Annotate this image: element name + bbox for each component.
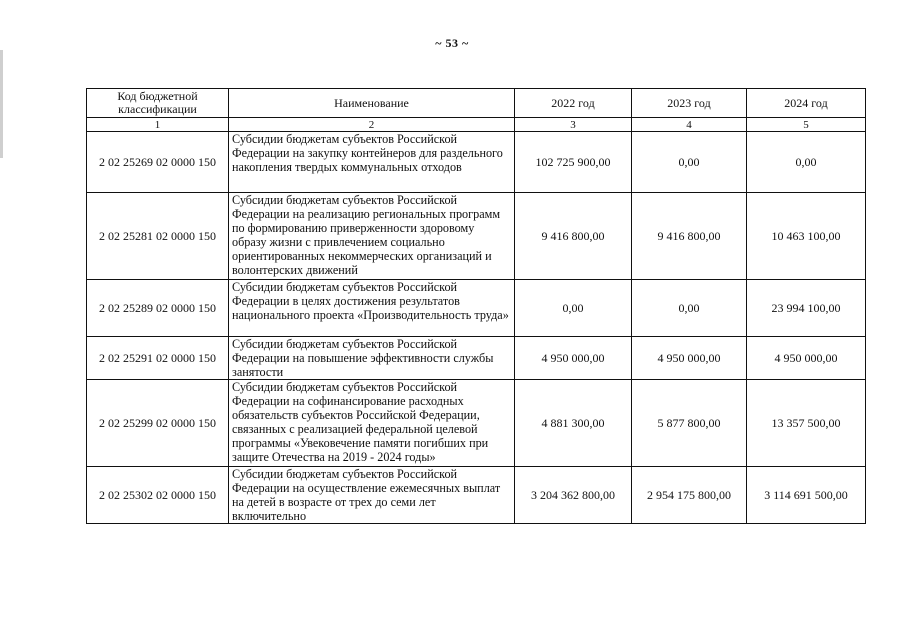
item-name: Субсидии бюджетам субъектов Российской Федерации на закупку контейнеров для раздельного накопления твердых коммунальных отходов [229, 132, 515, 193]
value-2022: 102 725 900,00 [515, 132, 632, 193]
value-2024: 4 950 000,00 [747, 337, 866, 380]
item-name: Субсидии бюджетам субъектов Российской Федерации в целях достижения результатов национального проекта «Производительность труда» [229, 280, 515, 337]
value-2024: 3 114 691 500,00 [747, 467, 866, 524]
value-2023: 4 950 000,00 [632, 337, 747, 380]
value-2022: 4 950 000,00 [515, 337, 632, 380]
item-name: Субсидии бюджетам субъектов Российской Федерации на реализацию региональных программ по формированию приверженности здоровому образу жизни с привлечением социально ориентированных некоммерческих организаций и волонтерских движений [229, 193, 515, 280]
budget-code: 2 02 25269 02 0000 150 [87, 132, 229, 193]
value-2024: 23 994 100,00 [747, 280, 866, 337]
header-name: Наименование [229, 89, 515, 118]
column-number: 3 [515, 118, 632, 132]
column-number: 2 [229, 118, 515, 132]
item-name: Субсидии бюджетам субъектов Российской Федерации на осуществление ежемесячных выплат на детей в возрасте от трех до семи лет включительно [229, 467, 515, 524]
item-name: Субсидии бюджетам субъектов Российской Федерации на софинансирование расходных обязательств субъектов Российской Федерации, связанных с реализацией федеральной целевой программы «Увековечение памяти погибших при защите Отечества на 2019 - 2024 годы» [229, 380, 515, 467]
table-row [87, 337, 866, 380]
column-number: 5 [747, 118, 866, 132]
value-2023: 5 877 800,00 [632, 380, 747, 467]
value-2024: 0,00 [747, 132, 866, 193]
value-2023: 0,00 [632, 132, 747, 193]
table-header-row [87, 89, 866, 118]
value-2024: 10 463 100,00 [747, 193, 866, 280]
value-2022: 4 881 300,00 [515, 380, 632, 467]
table-row [87, 193, 866, 280]
budget-code: 2 02 25281 02 0000 150 [87, 193, 229, 280]
table-row [87, 280, 866, 337]
budget-code: 2 02 25299 02 0000 150 [87, 380, 229, 467]
header-2024: 2024 год [747, 89, 866, 118]
header-2023: 2023 год [632, 89, 747, 118]
budget-code: 2 02 25291 02 0000 150 [87, 337, 229, 380]
value-2022: 9 416 800,00 [515, 193, 632, 280]
budget-code: 2 02 25289 02 0000 150 [87, 280, 229, 337]
budget-code: 2 02 25302 02 0000 150 [87, 467, 229, 524]
column-number: 4 [632, 118, 747, 132]
value-2023: 9 416 800,00 [632, 193, 747, 280]
column-number-row [87, 118, 866, 132]
table-row [87, 132, 866, 193]
value-2023: 2 954 175 800,00 [632, 467, 747, 524]
header-2022: 2022 год [515, 89, 632, 118]
item-name: Субсидии бюджетам субъектов Российской Федерации на повышение эффективности службы занятости [229, 337, 515, 380]
table-row [87, 380, 866, 467]
scan-edge-mark [0, 50, 3, 158]
header-code: Код бюджетной классификации [87, 89, 229, 118]
page-number: ~ 53 ~ [435, 36, 469, 50]
value-2022: 3 204 362 800,00 [515, 467, 632, 524]
value-2023: 0,00 [632, 280, 747, 337]
table-row [87, 467, 866, 524]
value-2022: 0,00 [515, 280, 632, 337]
value-2024: 13 357 500,00 [747, 380, 866, 467]
budget-table [86, 88, 866, 524]
column-number: 1 [87, 118, 229, 132]
